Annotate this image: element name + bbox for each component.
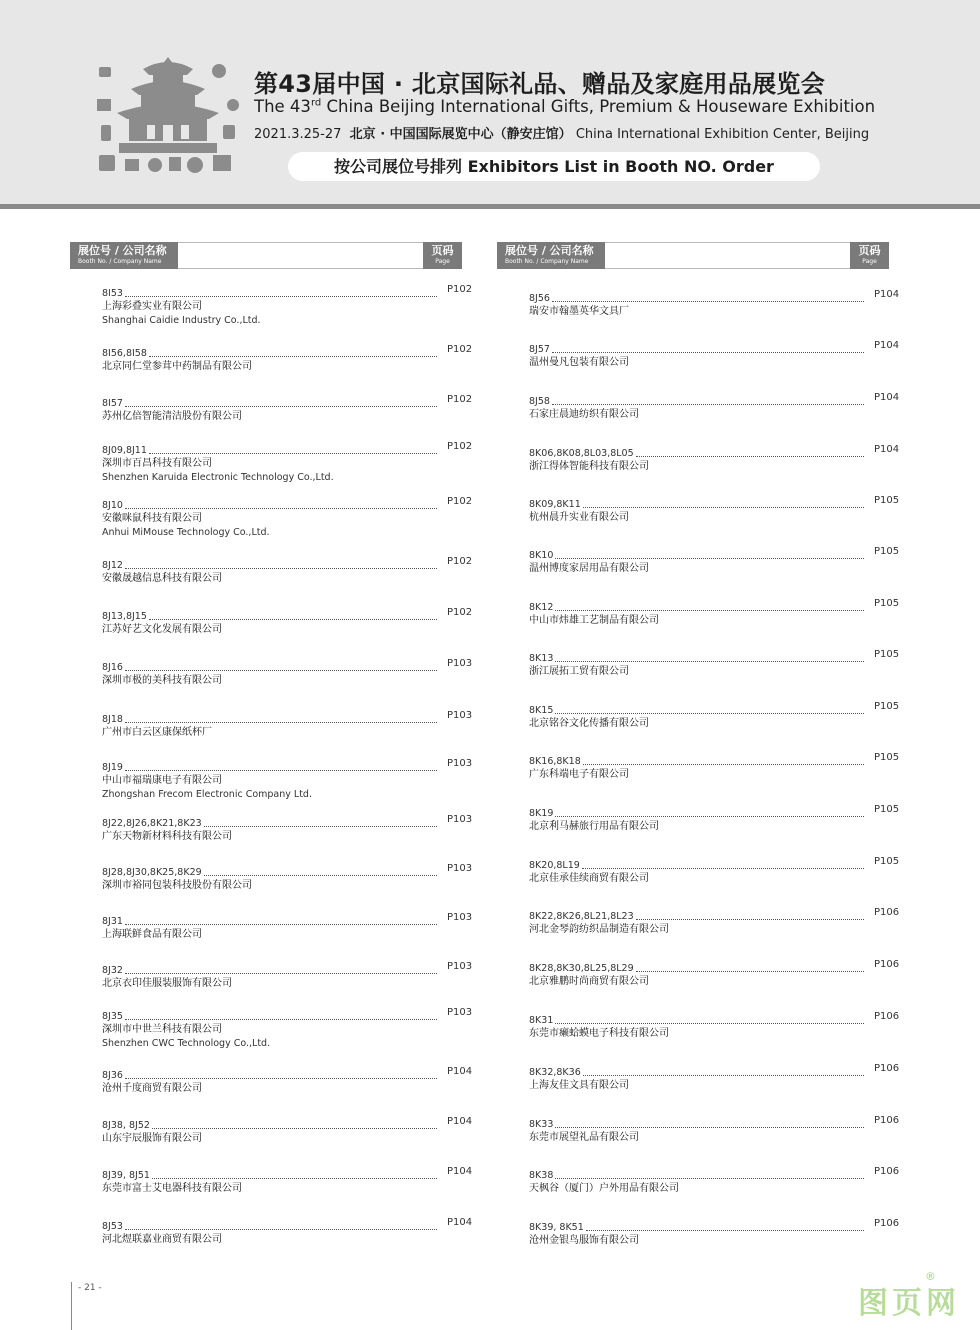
exhibition-logo-icon <box>95 55 241 177</box>
dot-leader <box>125 973 437 974</box>
page-reference: P106 <box>874 1166 900 1177</box>
company-name-cn: 中山市炜雄工艺制品有限公司 <box>529 615 659 626</box>
dot-leader <box>125 770 437 771</box>
booth-number: 8J22,8J26,8K21,8K23 <box>102 818 202 829</box>
booth-number: 8J35 <box>102 1011 123 1022</box>
page-reference: P103 <box>447 758 473 769</box>
company-name-cn: 广东天物新材料科技有限公司 <box>102 831 232 842</box>
company-name-en: Anhui MiMouse Technology Co.,Ltd. <box>102 527 270 538</box>
watermark-logo: 图页网 ® <box>858 1270 960 1321</box>
page-reference: P104 <box>447 1066 473 1077</box>
company-name-en: Shanghai Caidie Industry Co.,Ltd. <box>102 315 261 326</box>
page-reference: P102 <box>447 556 473 567</box>
exhibitor-entry <box>102 865 487 911</box>
company-name-cn: 东莞市癞蛤蟆电子科技有限公司 <box>529 1028 669 1039</box>
venue-line: 2021.3.25-27 北京 · 中国国际展览中心（静安庄馆） China International Exhibition Center, Beijing <box>254 127 870 142</box>
page-reference: P104 <box>447 1116 473 1127</box>
booth-number: 8K06,8K08,8L03,8L05 <box>529 448 634 459</box>
company-name-cn: 上海友佳文具有限公司 <box>529 1080 629 1091</box>
company-name-cn: 中山市福瑞康电子有限公司 <box>102 775 222 786</box>
dot-leader <box>149 619 437 620</box>
list-order-banner: 按公司展位号排列 Exhibitors List in Booth NO. Order <box>288 152 820 181</box>
booth-number: 8J53 <box>102 1221 123 1232</box>
booth-number: 8K19 <box>529 808 554 819</box>
dot-leader <box>636 919 864 920</box>
right-column-header: 展位号 / 公司名称 Booth No. / Company Name 页码 Page <box>497 242 889 269</box>
dot-leader <box>125 1019 437 1020</box>
company-name-en: Shenzhen Karuida Electronic Technology Co.,Ltd. <box>102 472 334 483</box>
company-name-cn: 深圳市裕同包装科技股份有限公司 <box>102 880 252 891</box>
company-name-cn: 北京雅鹏时尚商贸有限公司 <box>529 976 649 987</box>
company-name-cn: 北京衣印佳服装服饰有限公司 <box>102 978 232 989</box>
company-name-cn: 杭州晨升实业有限公司 <box>529 512 629 523</box>
exhibitor-entry <box>529 703 914 749</box>
page-reference: P102 <box>447 441 473 452</box>
page-reference: P103 <box>447 863 473 874</box>
page-reference: P102 <box>447 394 473 405</box>
booth-number: 8K13 <box>529 653 554 664</box>
page-reference: P105 <box>874 495 900 506</box>
exhibitor-entry <box>102 760 487 806</box>
page-reference: P106 <box>874 1115 900 1126</box>
dot-leader <box>552 301 864 302</box>
company-name-cn: 深圳市百昌科技有限公司 <box>102 458 212 469</box>
company-name-en: Shenzhen CWC Technology Co.,Ltd. <box>102 1038 271 1049</box>
exhibitor-entry <box>102 963 487 1009</box>
page-reference: P103 <box>447 1007 473 1018</box>
dot-leader <box>125 722 437 723</box>
dot-leader <box>125 1078 437 1079</box>
dot-leader <box>555 1127 864 1128</box>
booth-number: 8J10 <box>102 500 123 511</box>
page-reference: P104 <box>874 340 900 351</box>
exhibitor-entry <box>529 1065 914 1111</box>
company-name-cn: 东莞市展望礼品有限公司 <box>529 1132 639 1143</box>
company-name-cn: 北京同仁堂参茸中药制品有限公司 <box>102 361 252 372</box>
exhibitor-entry <box>529 1220 914 1266</box>
company-name-cn: 河北金琴韵纺织品制造有限公司 <box>529 924 669 935</box>
page-header <box>0 0 980 206</box>
exhibitor-entry <box>529 806 914 852</box>
booth-number: 8K12 <box>529 602 554 613</box>
company-name-cn: 安徽咪鼠科技有限公司 <box>102 513 202 524</box>
exhibitor-entry <box>529 394 914 440</box>
exhibitor-entry <box>529 497 914 543</box>
page-reference: P106 <box>874 1218 900 1229</box>
company-name-cn: 温州博度家居用品有限公司 <box>529 563 649 574</box>
dot-leader <box>204 875 437 876</box>
booth-number: 8J56 <box>529 293 550 304</box>
dot-leader <box>149 453 437 454</box>
dot-leader <box>125 296 437 297</box>
company-name-cn: 天枫谷（厦门）户外用品有限公司 <box>529 1183 679 1194</box>
company-name-cn: 沧州金银鸟服饰有限公司 <box>529 1235 639 1246</box>
company-name-cn: 安徽晟越信息科技有限公司 <box>102 573 222 584</box>
exhibition-title-cn: 第43届中国 · 北京国际礼品、赠品及家庭用品展览会 <box>254 70 826 98</box>
booth-number: 8K39, 8K51 <box>529 1222 584 1233</box>
company-name-cn: 深圳市极的美科技有限公司 <box>102 675 222 686</box>
dot-leader <box>552 352 864 353</box>
company-name-cn: 浙江展拓工贸有限公司 <box>529 666 629 677</box>
dot-leader <box>586 1230 864 1231</box>
page-reference: P106 <box>874 907 900 918</box>
booth-number: 8J16 <box>102 662 123 673</box>
page-reference: P105 <box>874 701 900 712</box>
exhibitor-entry <box>102 558 487 604</box>
exhibitor-entry <box>102 1168 487 1214</box>
exhibitor-entry <box>102 286 487 332</box>
dot-leader <box>555 713 864 714</box>
company-name-cn: 东莞市富士艾电器科技有限公司 <box>102 1183 242 1194</box>
company-name-cn: 北京利马赫旅行用品有限公司 <box>529 821 659 832</box>
dot-leader <box>555 1023 864 1024</box>
exhibitor-entry <box>529 600 914 646</box>
exhibitor-entry <box>102 498 487 544</box>
dot-leader <box>152 1128 437 1129</box>
booth-number: 8J32 <box>102 965 123 976</box>
company-name-cn: 深圳市中世兰科技有限公司 <box>102 1024 222 1035</box>
exhibitor-entry <box>102 914 487 960</box>
company-name-cn: 广州市白云区康保纸杯厂 <box>102 727 212 738</box>
dot-leader <box>555 558 864 559</box>
dot-leader <box>555 610 864 611</box>
page-reference: P103 <box>447 710 473 721</box>
company-name-cn: 上海彩叠实业有限公司 <box>102 301 202 312</box>
dot-leader <box>555 816 864 817</box>
booth-number: 8K16,8K18 <box>529 756 581 767</box>
booth-number: 8J12 <box>102 560 123 571</box>
page-number: - 21 - <box>78 1283 102 1293</box>
dot-leader <box>204 826 437 827</box>
page-reference: P103 <box>447 658 473 669</box>
footer-rule <box>71 1282 72 1330</box>
dot-leader <box>636 456 864 457</box>
exhibitor-entry <box>102 712 487 758</box>
exhibitor-entry <box>529 754 914 800</box>
company-name-en: Zhongshan Frecom Electronic Company Ltd. <box>102 789 312 800</box>
booth-number: 8K31 <box>529 1015 554 1026</box>
exhibitor-entry <box>529 1013 914 1059</box>
company-name-cn: 山东宇辰服饰有限公司 <box>102 1133 202 1144</box>
booth-number: 8J09,8J11 <box>102 445 147 456</box>
dot-leader <box>582 868 864 869</box>
booth-number: 8K20,8L19 <box>529 860 580 871</box>
booth-number: 8K09,8K11 <box>529 499 581 510</box>
company-name-cn: 苏州亿倍智能清洁股份有限公司 <box>102 411 242 422</box>
page-reference: P106 <box>874 959 900 970</box>
dot-leader <box>125 670 437 671</box>
page-reference: P102 <box>447 284 473 295</box>
booth-number: 8I56,8I58 <box>102 348 147 359</box>
exhibitor-entry <box>529 651 914 697</box>
page-reference: P106 <box>874 1063 900 1074</box>
exhibitor-entry <box>529 291 914 337</box>
exhibition-title-en: The 43rd China Beijing International Gifts, Premium & Houseware Exhibition <box>254 97 876 116</box>
exhibitor-entry <box>529 909 914 955</box>
booth-number: 8K22,8K26,8L21,8L23 <box>529 911 634 922</box>
booth-number: 8K32,8K36 <box>529 1067 581 1078</box>
booth-number: 8J36 <box>102 1070 123 1081</box>
page-reference: P102 <box>447 496 473 507</box>
page-reference: P105 <box>874 752 900 763</box>
company-name-cn: 浙江得体智能科技有限公司 <box>529 461 649 472</box>
dot-leader <box>636 971 864 972</box>
page-reference: P105 <box>874 598 900 609</box>
page-reference: P104 <box>874 444 900 455</box>
dot-leader <box>149 356 437 357</box>
page-reference: P105 <box>874 856 900 867</box>
dot-leader <box>555 1178 864 1179</box>
booth-number: 8K10 <box>529 550 554 561</box>
dot-leader <box>583 1075 864 1076</box>
company-name-cn: 河北煜联嘉业商贸有限公司 <box>102 1234 222 1245</box>
exhibitor-entry <box>529 858 914 904</box>
company-name-cn: 石家庄晨迪纺织有限公司 <box>529 409 639 420</box>
booth-number: 8J58 <box>529 396 550 407</box>
dot-leader <box>555 661 864 662</box>
exhibitor-entry <box>529 446 914 492</box>
dot-leader <box>125 568 437 569</box>
booth-number: 8J31 <box>102 916 123 927</box>
booth-number: 8J13,8J15 <box>102 611 147 622</box>
company-name-cn: 江苏好艺文化发展有限公司 <box>102 624 222 635</box>
page-reference: P104 <box>447 1166 473 1177</box>
page-reference: P104 <box>874 392 900 403</box>
booth-number: 8J39, 8J51 <box>102 1170 150 1181</box>
booth-number: 8J18 <box>102 714 123 725</box>
exhibitor-entry <box>102 346 487 392</box>
exhibitor-entry <box>102 1219 487 1265</box>
booth-number: 8K33 <box>529 1119 554 1130</box>
exhibitor-entry <box>529 548 914 594</box>
exhibitor-entry <box>102 443 487 489</box>
dot-leader <box>125 924 437 925</box>
exhibitor-entry <box>102 1009 487 1055</box>
company-name-cn: 上海联鲜食品有限公司 <box>102 929 202 940</box>
dot-leader <box>583 507 864 508</box>
booth-number: 8J38, 8J52 <box>102 1120 150 1131</box>
left-column-header: 展位号 / 公司名称 Booth No. / Company Name 页码 Page <box>70 242 462 269</box>
exhibitor-entry <box>529 342 914 388</box>
page-reference: P105 <box>874 804 900 815</box>
booth-number: 8K38 <box>529 1170 554 1181</box>
exhibitor-entry <box>529 961 914 1007</box>
exhibitor-entry <box>102 609 487 655</box>
exhibitor-entry <box>529 1117 914 1163</box>
company-name-cn: 沧州千度商贸有限公司 <box>102 1083 202 1094</box>
header-divider <box>0 204 980 209</box>
dot-leader <box>125 1229 437 1230</box>
dot-leader <box>552 404 864 405</box>
exhibitor-entry <box>529 1168 914 1214</box>
page-reference: P105 <box>874 546 900 557</box>
booth-number: 8I53 <box>102 288 123 299</box>
company-name-cn: 瑞安市翰墨英华文具厂 <box>529 306 629 317</box>
booth-number: 8J19 <box>102 762 123 773</box>
page-reference: P103 <box>447 912 473 923</box>
company-name-cn: 广东科端电子有限公司 <box>529 769 629 780</box>
page-reference: P104 <box>874 289 900 300</box>
company-name-cn: 北京佳承佳续商贸有限公司 <box>529 873 649 884</box>
dot-leader <box>583 764 864 765</box>
exhibitor-entry <box>102 396 487 442</box>
exhibitor-entry <box>102 660 487 706</box>
page-reference: P103 <box>447 814 473 825</box>
page-reference: P104 <box>447 1217 473 1228</box>
dot-leader <box>152 1178 437 1179</box>
booth-number: 8J57 <box>529 344 550 355</box>
booth-number: 8I57 <box>102 398 123 409</box>
company-name-cn: 温州曼凡包装有限公司 <box>529 357 629 368</box>
booth-number: 8K28,8K30,8L25,8L29 <box>529 963 634 974</box>
page-reference: P102 <box>447 344 473 355</box>
page-reference: P105 <box>874 649 900 660</box>
exhibitor-entry <box>102 816 487 862</box>
page-reference: P102 <box>447 607 473 618</box>
company-name-cn: 北京铭谷文化传播有限公司 <box>529 718 649 729</box>
exhibitor-entry <box>102 1118 487 1164</box>
page-reference: P103 <box>447 961 473 972</box>
exhibitor-entry <box>102 1068 487 1114</box>
page-reference: P106 <box>874 1011 900 1022</box>
dot-leader <box>125 406 437 407</box>
booth-number: 8K15 <box>529 705 554 716</box>
dot-leader <box>125 508 437 509</box>
booth-number: 8J28,8J30,8K25,8K29 <box>102 867 202 878</box>
